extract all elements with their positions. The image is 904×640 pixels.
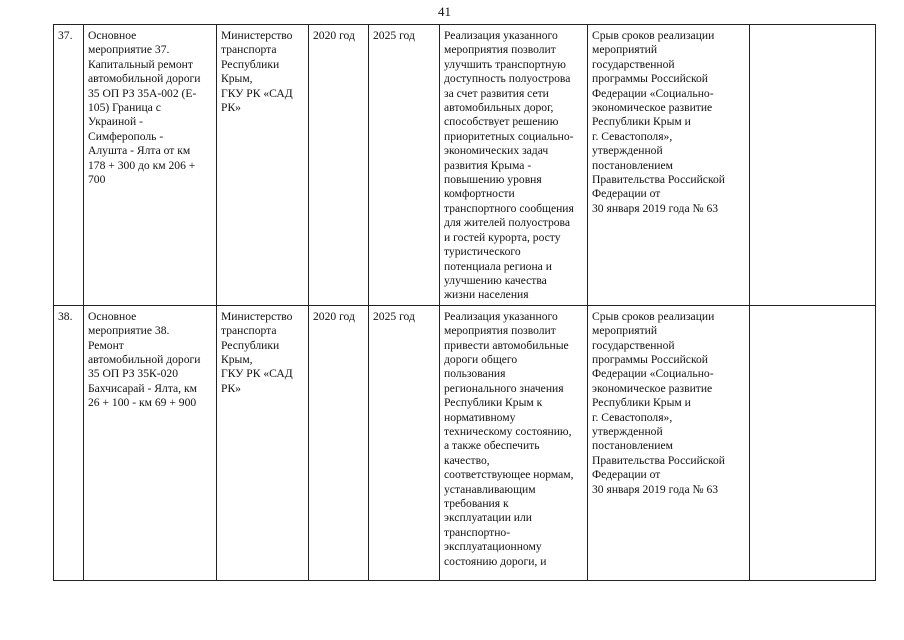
table-row bbox=[54, 25, 876, 306]
expected-result: Реализация указанного мероприятия позволит улучшить транспортную доступность полуострова за счет развития сети автомобильных дорог, способствует решению приоритетных социально- экономических задач развития Крыма - повышению уровня комфортности транспортного сообщения для жителей полуострова и гостей курорта, росту туристического потенциала региона и улучшению качества жизни населения bbox=[440, 25, 588, 306]
responsible-executor: Министерство транспорта Республики Крым, ГКУ РК «САД РК» bbox=[217, 25, 309, 306]
end-year: 2025 год bbox=[369, 305, 440, 580]
start-year: 2020 год bbox=[309, 25, 369, 306]
row-number: 37. bbox=[54, 25, 84, 306]
non-implementation-consequences: Срыв сроков реализации мероприятий государственной программы Российской Федерации «Социально- экономическое развитие Республики Крым и г. Севастополя», утвержденной постановлением Правительства Российской Федерации от 30 января 2019 года № 63 bbox=[588, 305, 750, 580]
measure-name: Основное мероприятие 37. Капитальный ремонт автомобильной дороги 35 ОП РЗ 35А-002 (Е- 105) Граница с Украиной - Симферополь - Алушта - Ялта от км 178 + 300 до км 206 + 700 bbox=[84, 25, 217, 306]
start-year: 2020 год bbox=[309, 305, 369, 580]
table-row bbox=[54, 305, 876, 580]
expected-result: Реализация указанного мероприятия позволит привести автомобильные дороги общего пользования регионального значения Республики Крым к нормативному техническому состоянию, а также обеспечить качество, соответствующее нормам, устанавливающим требования к эксплуатации или транспортно- эксплуатационному состоянию дороги, и bbox=[440, 305, 588, 580]
non-implementation-consequences: Срыв сроков реализации мероприятий государственной программы Российской Федерации «Социально- экономическое развитие Республики Крым и г. Севастополя», утвержденной постановлением Правительства Российской Федерации от 30 января 2019 года № 63 bbox=[588, 25, 750, 306]
row-number: 38. bbox=[54, 305, 84, 580]
measure-name: Основное мероприятие 38. Ремонт автомобильной дороги 35 ОП РЗ 35К-020 Бахчисарай - Ялта, км 26 + 100 - км 69 + 900 bbox=[84, 305, 217, 580]
program-measures-table bbox=[53, 24, 876, 581]
page-number: 41 bbox=[438, 4, 451, 19]
note-cell bbox=[750, 305, 876, 580]
note-cell bbox=[750, 25, 876, 306]
responsible-executor: Министерство транспорта Республики Крым, ГКУ РК «САД РК» bbox=[217, 305, 309, 580]
end-year: 2025 год bbox=[369, 25, 440, 306]
